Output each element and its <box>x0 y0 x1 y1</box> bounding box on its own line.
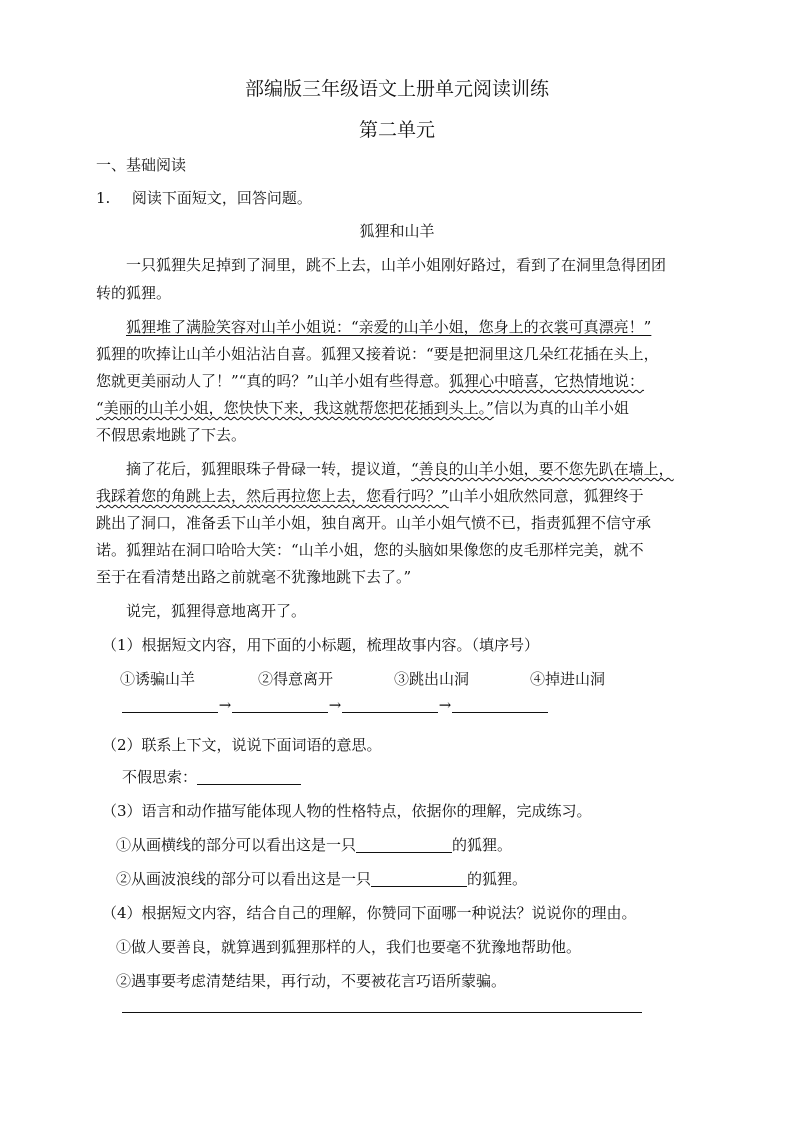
trait-blank-2[interactable] <box>371 870 467 887</box>
para-4: 说完，狐狸得意地离开了。 <box>126 602 307 620</box>
sub-question-3b-suffix: 的狐狸。 <box>467 870 528 888</box>
option-3: ③跳出山洞 <box>394 670 470 688</box>
para-3-line-5: 至于在看清楚出路之前就毫不犹豫地跳下去了。” <box>96 568 412 586</box>
arrow-icon: → <box>438 696 452 714</box>
word-meaning-row <box>122 766 301 788</box>
wavy-sentence-1: 狐狸心中暗喜，它热情地说： <box>449 372 645 390</box>
sequence-blank-4[interactable] <box>452 696 548 713</box>
word-meaning-blank[interactable] <box>197 768 301 785</box>
para-1-line-2: 转的狐狸。 <box>96 284 172 302</box>
sub-question-3: （3）语言和动作描写能体现人物的性格特点，依据你的理解，完成练习。 <box>102 802 592 820</box>
story-title: 狐狸和山羊 <box>359 222 435 240</box>
para-2-text: 您就更美丽动人了！”“真的吗？”山羊小姐有些得意。 <box>96 372 450 390</box>
para-3-text: 摘了花后，狐狸眼珠子骨碌一转，提议道， <box>126 460 412 478</box>
option-4: ④掉进山洞 <box>530 670 606 688</box>
para-2-text-2: 信以为真的山羊小姐 <box>493 399 629 417</box>
para-3-line-1 <box>126 458 674 480</box>
para-2-line-1 <box>126 316 651 338</box>
sub-question-3a-suffix: 的狐狸。 <box>452 836 513 854</box>
wavy-sentence-3: “善良的山羊小姐，要不您先趴在墙上， <box>411 460 674 478</box>
para-3-line-3: 跳出了洞口，准备丢下山羊小姐，独自离开。山羊小姐气愤不已，指责狐狸不信守承 <box>96 514 652 532</box>
para-3-line-4: 诺。狐狸站在洞口哈哈大笑：“山羊小姐，您的头脑如果像您的皮毛那样完美，就不 <box>96 541 644 559</box>
para-3-line-2 <box>96 485 644 507</box>
statement-2: ②遇事要考虑清楚结果，再行动，不要被花言巧语所蒙骗。 <box>116 972 507 990</box>
trait-blank-1[interactable] <box>356 836 452 853</box>
arrow-icon: → <box>218 696 232 714</box>
para-2-line-3 <box>96 370 644 392</box>
question-1 <box>96 187 312 209</box>
para-3-text-2: 山羊小姐欣然同意，狐狸终于 <box>448 487 644 505</box>
sub-question-2: （2）联系上下文，说说下面词语的意思。 <box>102 736 382 754</box>
sequence-blank-2[interactable] <box>232 696 328 713</box>
sub-question-3b <box>116 868 527 890</box>
option-2: ②得意离开 <box>258 670 334 688</box>
doc-title: 部编版三年级语文上册单元阅读训练 <box>244 78 549 100</box>
underlined-sentence-1: 狐狸堆了满脸笑容对山羊小姐说：“亲爱的山羊小姐，您身上的衣裳可真漂亮！” <box>126 318 652 336</box>
arrow-icon: → <box>328 696 342 714</box>
sequence-answer-row <box>122 694 548 716</box>
sub-question-1: （1）根据短文内容，用下面的小标题，梳理故事内容。（填序号） <box>102 636 540 654</box>
para-2-line-5: 不假思索地跳了下去。 <box>96 426 247 444</box>
wavy-sentence-4: 我踩着您的角跳上去，然后再拉您上去，您看行吗？” <box>96 487 449 505</box>
option-1: ①诱骗山羊 <box>120 670 196 688</box>
para-1-line-1: 一只狐狸失足掉到了洞里，跳不上去，山羊小姐刚好路过，看到了在洞里急得团团 <box>126 256 667 274</box>
question-number: 1. <box>96 189 111 207</box>
sub-question-3b-text: ②从画波浪线的部分可以看出这是一只 <box>116 870 372 888</box>
sub-question-3a <box>116 834 512 856</box>
sub-question-4: （4）根据短文内容，结合自己的理解，你赞同下面哪一种说法？说说你的理由。 <box>102 904 637 922</box>
sequence-blank-3[interactable] <box>342 696 438 713</box>
sequence-blank-1[interactable] <box>122 696 218 713</box>
para-2-line-2: 狐狸的吹捧让山羊小姐沾沾自喜。狐狸又接着说：“要是把洞里这几朵红花插在头上， <box>96 345 659 363</box>
sub-question-3a-text: ①从画横线的部分可以看出这是一只 <box>116 836 357 854</box>
statement-1: ①做人要善良，就算遇到狐狸那样的人，我们也要毫不犹豫地帮助他。 <box>116 938 582 956</box>
word-label: 不假思索： <box>122 768 198 786</box>
unit-title: 第二单元 <box>358 119 435 141</box>
para-2-line-4 <box>96 397 629 419</box>
answer-line[interactable] <box>122 1012 642 1013</box>
question-instruction: 阅读下面短文，回答问题。 <box>131 189 312 207</box>
section-heading: 一、基础阅读 <box>96 156 187 174</box>
wavy-sentence-2: “美丽的山羊小姐，您快快下来，我这就帮您把花插到头上。” <box>96 399 494 417</box>
